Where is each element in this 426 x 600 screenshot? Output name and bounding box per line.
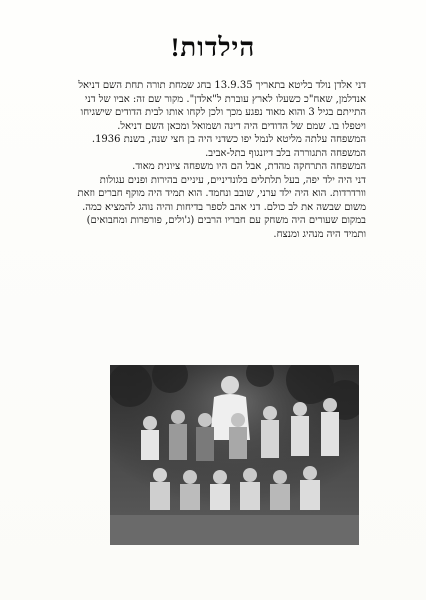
group-photo [110, 365, 359, 545]
page-title: הילדות! [170, 33, 256, 62]
group-photo-image [110, 365, 359, 545]
paragraph-religion: המשפחה התרחקה מהדת, אבל הם היו משפחה ציונית מאוד. [132, 161, 366, 172]
paragraph-immigration: המשפחה עלתה מליטא לנמל יפו כשדני היה בן חצי שנה, בשנת 1936. המשפחה התגוררה בלב דיזנגוף בתל-אביב. [91, 134, 366, 159]
paragraph-character: דני היה ילד יפה, בעל תלתלים בלונדיניים, עיניים בהירות ופנים עגולות וורדרדות. הוא היה ילד ערני, שובב ונחמד. הוא תמיד היה מוקף חברים וזאת משום שבשה את לב כולם. דני אהב לספר בדיחות והיה נוהג להמציא כמה. במקום שעורים היה משחק עם חבריו הרבים (ג'ולים, פורפרות ומחבואים) ותמיד היה מנהיג ומנצח. [77, 174, 366, 240]
paragraph-origin: דני אלדן נולד בליטא בתאריך 13.9.35 בחג שמחת תורה תחת השם דניאל אנדלמן, שאח"כ כשעלו לארץ עוברת ל"אלדן". מקור שם זה: אביו של דני התייתם בגיל 3 והוא מאוד נפגע מכך ולכן לקחו אותו לבית הדודים שישגיחו ויטפלו בו. שמם של הדודים היה דינה ושמואל ומכאן השם דניאל. [78, 80, 366, 132]
body-text [70, 79, 366, 241]
